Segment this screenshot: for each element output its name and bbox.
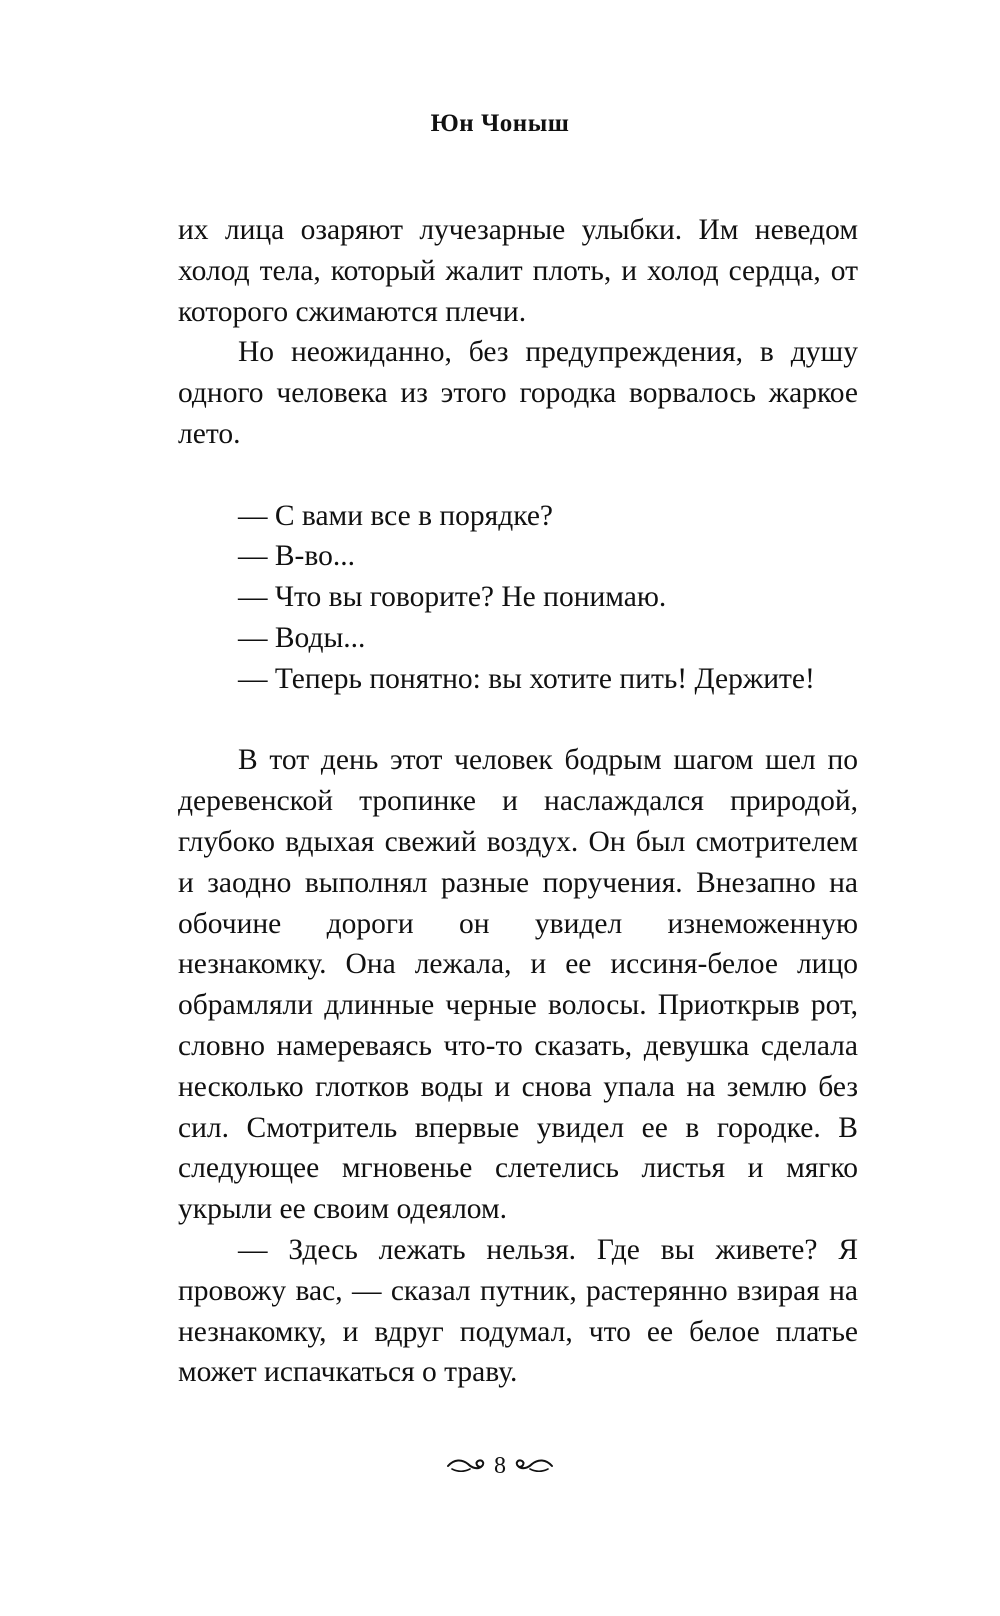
dialogue-line: — В-во... bbox=[238, 540, 355, 573]
swirl-right-icon bbox=[510, 1456, 554, 1476]
running-header-author: Юн Чоныш bbox=[430, 110, 570, 137]
dialogue-line: — Что вы говорите? Не понимаю. bbox=[238, 581, 667, 614]
swirl-left-icon bbox=[446, 1456, 490, 1476]
page-footer bbox=[0, 1451, 1000, 1481]
paragraph-summer: Но неожиданно, без предупреждения, в душу одного человека из этого городка ворвалось жаркое лето. bbox=[178, 336, 858, 450]
dialogue-line: — Здесь лежать нельзя. Где вы живете? Я провожу вас, — сказал путник, растерянно взирая на незнакомку, и вдруг подумал, что ее белое платье может испачкаться о траву. bbox=[178, 1233, 858, 1389]
page-number: 8 bbox=[494, 1453, 506, 1479]
paragraph-narrative: В тот день этот человек бодрым шагом шел по деревенской тропинке и наслаждался природой, глубоко вдыхая свежий воздух. Он был смотрителем и заодно выполнял разные поручения. Внезапно на обочине дороги он увидел изнеможенную незнакомку. Она лежала, и ее иссиня-белое лицо обрамляли длинные черные волосы. Приоткрыв рот, словно намереваясь что-то сказать, девушка сделала несколько глотков воды и снова упала на землю без сил. Смотритель впервые увидел ее в городке. В следующее мгновенье слетелись листья и мягко укрыли ее своим одеялом. bbox=[178, 744, 858, 1226]
dialogue-line: — С вами все в порядке? bbox=[238, 499, 554, 532]
page-body bbox=[178, 210, 858, 1393]
paragraph-continuation: их лица озаряют лучезарные улыбки. Им неведом холод тела, который жалит плоть, и холод сердца, от которого сжимаются плечи. bbox=[178, 214, 858, 328]
dialogue-line: — Теперь понятно: вы хотите пить! Держите! bbox=[238, 662, 815, 695]
dialogue-line: — Воды... bbox=[238, 621, 366, 654]
